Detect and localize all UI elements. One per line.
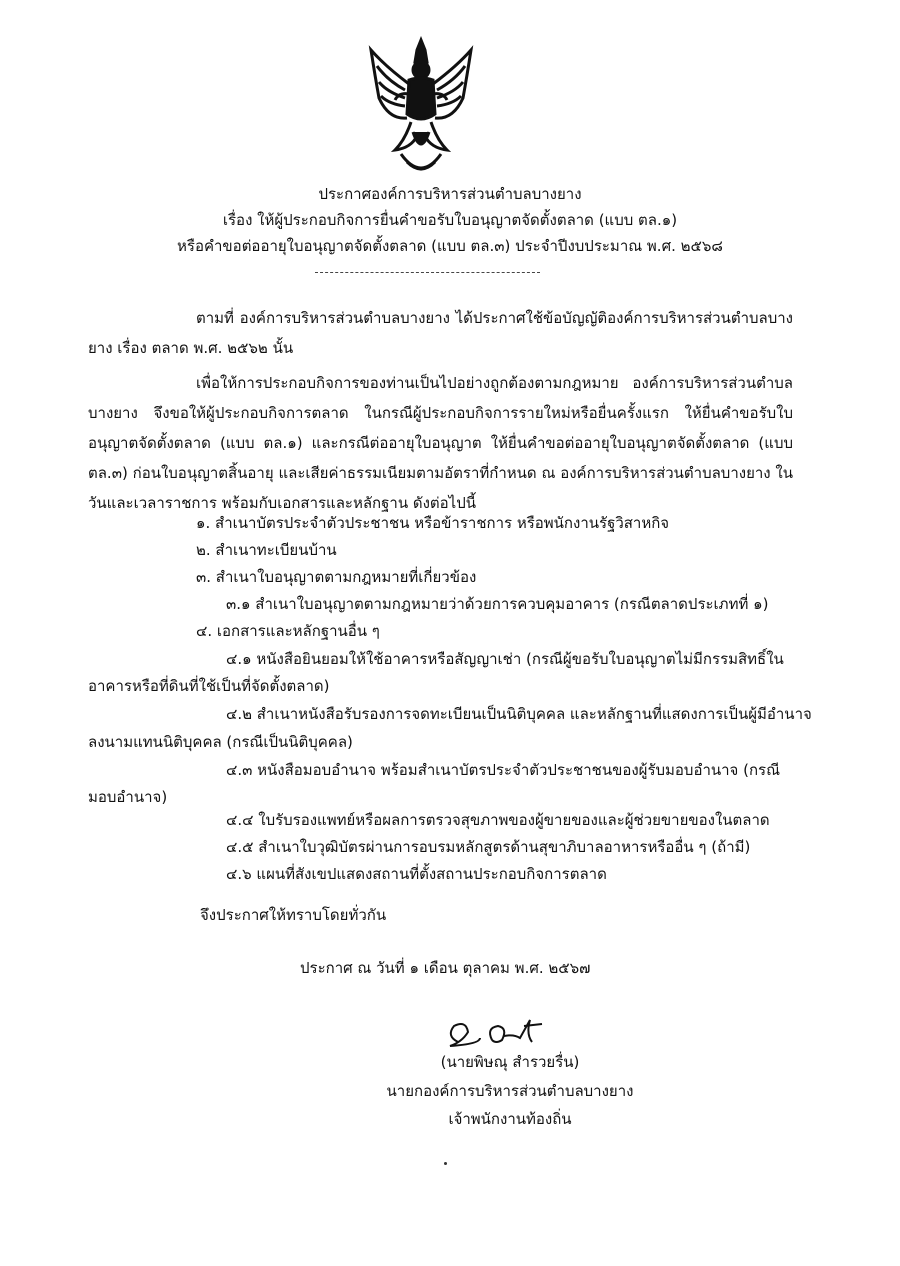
list-item: ๒. สำเนาทะเบียนบ้าน	[196, 541, 337, 559]
list-item: ๓. สำเนาใบอนุญาตตามกฎหมายที่เกี่ยวข้อง	[196, 568, 477, 586]
announcement-date: ประกาศ ณ วันที่ ๑ เดือน ตุลาคม พ.ศ. ๒๕๖๗	[300, 959, 591, 977]
list-subitem-continued: ลงนามแทนนิติบุคคล (กรณีเป็นนิติบุคคล)	[88, 733, 353, 751]
list-item: ๑. สำเนาบัตรประจำตัวประชาชน หรือข้าราชการ หรือพนักงานรัฐวิสาหกิจ	[196, 514, 670, 532]
announcement-subject-continued: หรือคำขอต่ออายุใบอนุญาตจัดตั้งตลาด (แบบ ตล.๓) ประจำปีงบประมาณ พ.ศ. ๒๕๖๘	[177, 237, 723, 255]
list-subitem: ๔.๕ สำเนาใบวุฒิบัตรผ่านการอบรมหลักสูตรด้านสุขาภิบาลอาหารหรืออื่น ๆ (ถ้ามี)	[226, 838, 751, 856]
list-subitem: ๔.๒ สำเนาหนังสือรับรองการจดทะเบียนเป็นนิติบุคคล และหลักฐานที่แสดงการเป็นผู้มีอำนาจ	[226, 705, 812, 723]
signer-role: เจ้าพนักงานท้องถิ่น	[448, 1110, 572, 1128]
list-item: ๔. เอกสารและหลักฐานอื่น ๆ	[196, 622, 380, 640]
list-subitem: ๓.๑ สำเนาใบอนุญาตตามกฎหมายว่าด้วยการควบคุมอาคาร (กรณีตลาดประเภทที่ ๑)	[226, 595, 769, 613]
signer-position: นายกองค์การบริหารส่วนตำบลบางยาง	[386, 1082, 634, 1100]
list-subitem: ๔.๖ แผนที่สังเขปแสดงสถานที่ตั้งสถานประกอบกิจการตลาด	[226, 865, 607, 883]
signer-name: (นายพิษณุ สำรวยรื่น)	[440, 1053, 580, 1071]
list-subitem-continued: อาคารหรือที่ดินที่ใช้เป็นที่จัดตั้งตลาด)	[88, 677, 330, 695]
list-subitem-continued: มอบอำนาจ)	[88, 788, 168, 806]
heading-divider	[315, 272, 540, 273]
closing-statement: จึงประกาศให้ทราบโดยทั่วกัน	[200, 906, 387, 924]
list-subitem: ๔.๑ หนังสือยินยอมให้ใช้อาคารหรือสัญญาเช่า (กรณีผู้ขอรับใบอนุญาตไม่มีกรรมสิทธิ์ใน	[226, 650, 784, 668]
announcement-org-line: ประกาศองค์การบริหารส่วนตำบลบางยาง	[318, 185, 582, 203]
garuda-emblem-icon	[365, 36, 477, 184]
paragraph-instruction-text: เพื่อให้การประกอบกิจการของท่านเป็นไปอย่างถูกต้องตามกฎหมาย องค์การบริหารส่วนตำบลบางยาง จึงขอให้ผู้ประกอบกิจการตลาด ในกรณีผู้ประกอบกิจการรายใหม่หรือยื่นครั้งแรก ให้ยื่นคำขอรับใบอนุญาตจัดตั้งตลาด (แบบ ตล.๑) และกรณีต่ออายุใบอนุญาต ให้ยื่นคำขอต่ออายุใบอนุญาตจัดตั้งตลาด (แบบ ตล.๓) ก่อนใบอนุญาตสิ้นอายุ และเสียค่าธรรมเนียมตามอัตราที่กำหนด ณ องค์การบริหารส่วนตำบลบางยาง ในวันและเวลาราชการ พร้อมกับเอกสารและหลักฐาน ดังต่อไปนี้	[88, 374, 793, 512]
list-subitem: ๔.๔ ใบรับรองแพทย์หรือผลการตรวจสุขภาพของผู้ขายของและผู้ช่วยขายของในตลาด	[226, 811, 770, 829]
list-subitem: ๔.๓ หนังสือมอบอำนาจ พร้อมสำเนาบัตรประจำตัวประชาชนของผู้รับมอบอำนาจ (กรณี	[226, 761, 781, 779]
announcement-subject: เรื่อง ให้ผู้ประกอบกิจการยื่นคำขอรับใบอนุญาตจัดตั้งตลาด (แบบ ตล.๑)	[222, 211, 678, 229]
paragraph-reference-text: ตามที่ องค์การบริหารส่วนตำบลบางยาง ได้ประกาศใช้ข้อบัญญัติองค์การบริหารส่วนตำบลบางยาง เรื่อง ตลาด พ.ศ. ๒๕๖๒ นั้น	[88, 309, 793, 357]
paragraph-reference	[88, 303, 793, 363]
paragraph-instruction	[88, 368, 793, 518]
page-mark	[444, 1162, 447, 1165]
